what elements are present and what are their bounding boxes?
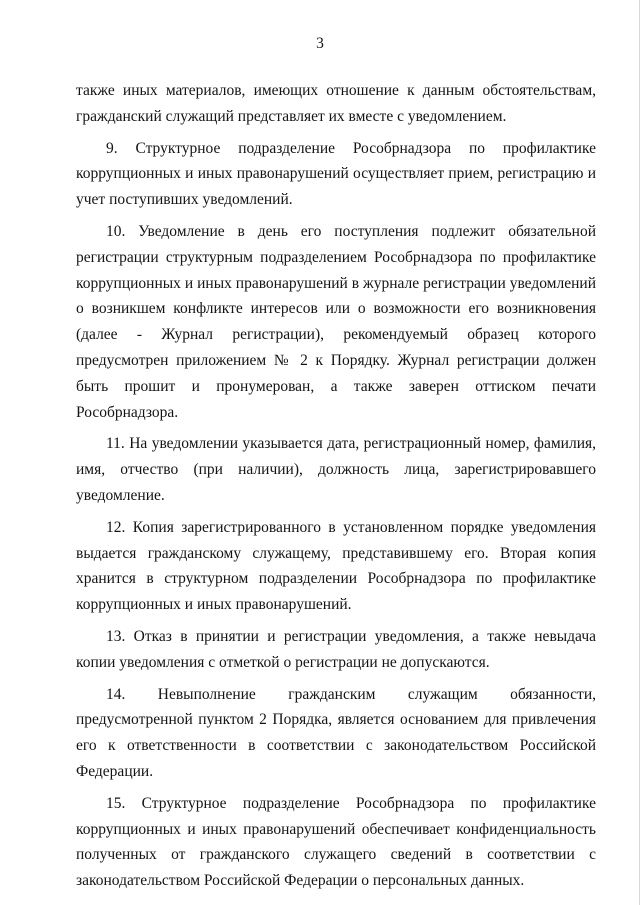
paragraph-item-15: 15. Структурное подразделение Рособрнадзора по профилактике коррупционных и иных правонарушений обеспечивает конфиденциальность полученных от гражданского служащего сведений в соответствии с законодательством Российской Федерации о персональных данных. xyxy=(76,794,596,890)
paragraph-continuation: также иных материалов, имеющих отношение к данным обстоятельствам, гражданский служащий представляет их вместе с уведомлением. xyxy=(76,82,596,125)
paragraph-item-13: 13. Отказ в принятии и регистрации уведомления, а также невыдача копии уведомления с отметкой о регистрации не допускаются. xyxy=(76,627,596,671)
document-body xyxy=(76,78,596,900)
paragraph-item-14: 14. Невыполнение гражданским служащим обязанности, предусмотренной пунктом 2 Порядка, является основанием для привлечения его к ответственности в соответствии с законодательством Российской Федерации. xyxy=(76,685,596,780)
page-number: 3 xyxy=(316,35,324,52)
paragraph-item-12: 12. Копия зарегистрированного в установленном порядке уведомления выдается гражданскому служащему, представившему его. Вторая копия хранится в структурном подразделении Рособрнадзора по профилактике коррупционных и иных правонарушений. xyxy=(76,518,596,614)
paragraph-item-9: 9. Структурное подразделение Рособрнадзора по профилактике коррупционных и иных правонарушений осуществляет прием, регистрацию и учет поступивших уведомлений. xyxy=(76,139,596,209)
paragraph-item-11: 11. На уведомлении указывается дата, регистрационный номер, фамилия, имя, отчество (при наличии), должность лица, зарегистрировавшего уведомление. xyxy=(76,435,596,504)
paragraph-item-10: 10. Уведомление в день его поступления подлежит обязательной регистрации структурным подразделением Рособрнадзора по профилактике коррупционных и иных правонарушений в журнале регистрации уведомлений о возникшем конфликте интересов или о возможности его возникновения (далее - Журнал регистрации), рекомендуемый образец которого предусмотрен приложением № 2 к Порядку. Журнал регистрации должен быть прошит и пронумерован, а также заверен оттиском печати Рособрнадзора. xyxy=(76,222,596,421)
